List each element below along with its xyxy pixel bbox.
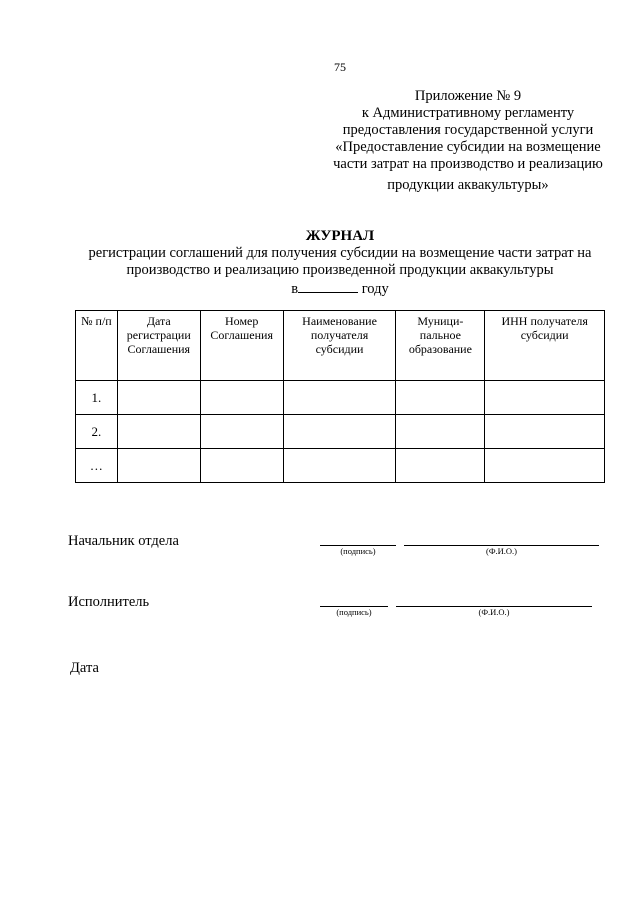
title-subtitle-line: производство и реализацию произведенной продукции аквакультуры	[126, 262, 554, 278]
page-number: 75	[334, 60, 346, 74]
year-suffix: году	[361, 281, 389, 297]
appendix-line: продукции аквакультуры»	[387, 177, 549, 193]
column-header-municipality: Муници-пальное образование	[396, 311, 485, 381]
table-cell[interactable]	[283, 381, 396, 415]
table-cell[interactable]	[485, 415, 605, 449]
table-cell[interactable]	[200, 449, 283, 483]
table-cell[interactable]	[396, 381, 485, 415]
appendix-line: Приложение № 9	[414, 88, 522, 104]
column-header-agreement-number: Номер Соглашения	[200, 311, 283, 381]
executor-label: Исполнитель	[68, 594, 150, 610]
table-cell: 2.	[76, 415, 118, 449]
table-cell[interactable]	[283, 449, 396, 483]
table-cell[interactable]	[117, 449, 200, 483]
table-cell[interactable]	[396, 449, 485, 483]
table-header-row	[76, 311, 605, 381]
column-header-recipient-name: Наименование получателя субсидии	[283, 311, 396, 381]
executor-name-caption: (Ф.И.О.)	[478, 607, 510, 617]
table-row	[76, 449, 605, 483]
table-cell[interactable]	[200, 381, 283, 415]
table-cell: 1.	[76, 381, 118, 415]
table-cell[interactable]	[117, 381, 200, 415]
table-cell: …	[76, 449, 118, 483]
table-cell[interactable]	[485, 381, 605, 415]
date-label: Дата	[70, 660, 99, 676]
table-row	[76, 415, 605, 449]
executor-signature-caption: (подпись)	[336, 607, 372, 617]
table-cell[interactable]	[396, 415, 485, 449]
table-cell[interactable]	[117, 415, 200, 449]
title-year-line	[60, 279, 620, 298]
appendix-block	[318, 88, 618, 194]
table-cell[interactable]	[283, 415, 396, 449]
appendix-line: предоставления государственной услуги	[342, 122, 594, 138]
appendix-line: к Административному регламенту	[361, 105, 575, 121]
appendix-line: части затрат на производство и реализацию	[333, 156, 603, 172]
document-title-block	[60, 228, 620, 298]
title-subtitle-line: регистрации соглашений для получения субсидии на возмещение части затрат на	[88, 245, 592, 261]
appendix-line: «Предоставление субсидии на возмещение	[335, 139, 601, 155]
head-signature-caption: (подпись)	[340, 546, 376, 556]
journal-table	[75, 310, 605, 483]
table-cell[interactable]	[200, 415, 283, 449]
document-title: ЖУРНАЛ	[305, 228, 375, 244]
year-prefix: в	[291, 281, 299, 297]
column-header-inn: ИНН получателя субсидии	[485, 311, 605, 381]
column-header-number: № п/п	[76, 311, 118, 381]
year-blank-field[interactable]	[298, 279, 358, 293]
head-name-caption: (Ф.И.О.)	[485, 546, 518, 556]
column-header-registration-date: Дата регистрации Соглашения	[117, 311, 200, 381]
table-cell[interactable]	[485, 449, 605, 483]
head-of-department-label: Начальник отдела	[68, 533, 179, 549]
table-row	[76, 381, 605, 415]
